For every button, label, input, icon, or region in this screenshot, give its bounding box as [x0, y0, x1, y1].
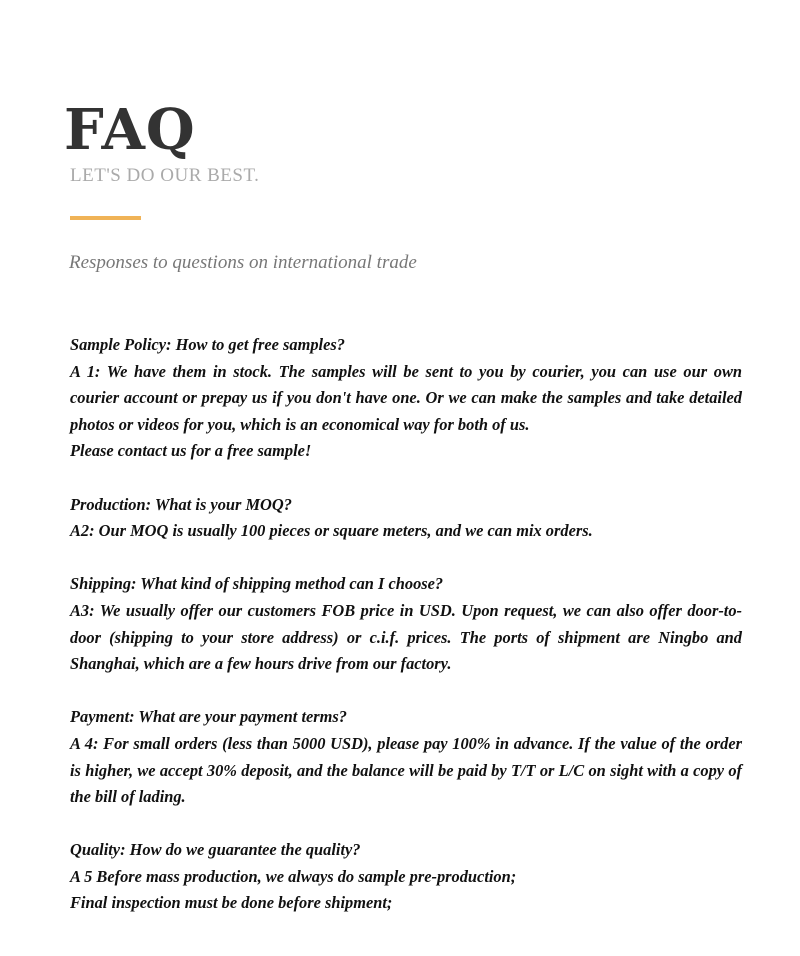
- faq-question: Sample Policy: How to get free samples?: [70, 335, 345, 354]
- faq-item-shipping: [70, 571, 742, 677]
- faq-question: Payment: What are your payment terms?: [70, 707, 347, 727]
- faq-answer: A3: We usually offer our customers FOB price in USD. Upon request, we can also offer door-to-door (shipping to your store address) or c.i.f. prices. The ports of shipment are Ningbo and Shanghai, which are a few hours drive from our factory.: [70, 600, 742, 674]
- faq-answer: Please contact us for a free sample!: [70, 441, 312, 461]
- faq-question: Production: What is your MOQ?: [70, 494, 292, 514]
- faq-question: Shipping: What kind of shipping method can I choose?: [70, 574, 444, 594]
- faq-item-moq: [70, 492, 742, 545]
- page-subtitle: LET'S DO OUR BEST.: [70, 165, 260, 186]
- faq-answer: A 4: For small orders (less than 5000 USD), please pay 100% in advance. If the value of the order is higher, we accept 30% deposit, and the balance will be paid by T/T or L/C on sight with a copy of the bill of lading.: [70, 733, 742, 807]
- faq-answer: A 1: We have them in stock. The samples will be sent to you by courier, you can use our own courier account or prepay us if you don't have one. Or we can make the samples and take detailed photos or videos for you, which is an economical way for both of us.: [70, 361, 742, 434]
- page-tagline: Responses to questions on international trade: [69, 252, 417, 273]
- faq-list: [70, 332, 742, 944]
- faq-answer: Final inspection must be done before shipment;: [70, 893, 393, 913]
- faq-item-quality: [70, 837, 742, 917]
- page-title: FAQ: [64, 97, 196, 163]
- faq-answer: A 5 Before mass production, we always do sample pre-production;: [70, 866, 517, 886]
- faq-answer: A2: Our MOQ is usually 100 pieces or square meters, and we can mix orders.: [70, 521, 593, 541]
- faq-question: Quality: How do we guarantee the quality?: [70, 840, 361, 860]
- faq-item-payment: [70, 704, 742, 810]
- faq-item-samples: [70, 332, 742, 465]
- accent-divider: [70, 216, 141, 220]
